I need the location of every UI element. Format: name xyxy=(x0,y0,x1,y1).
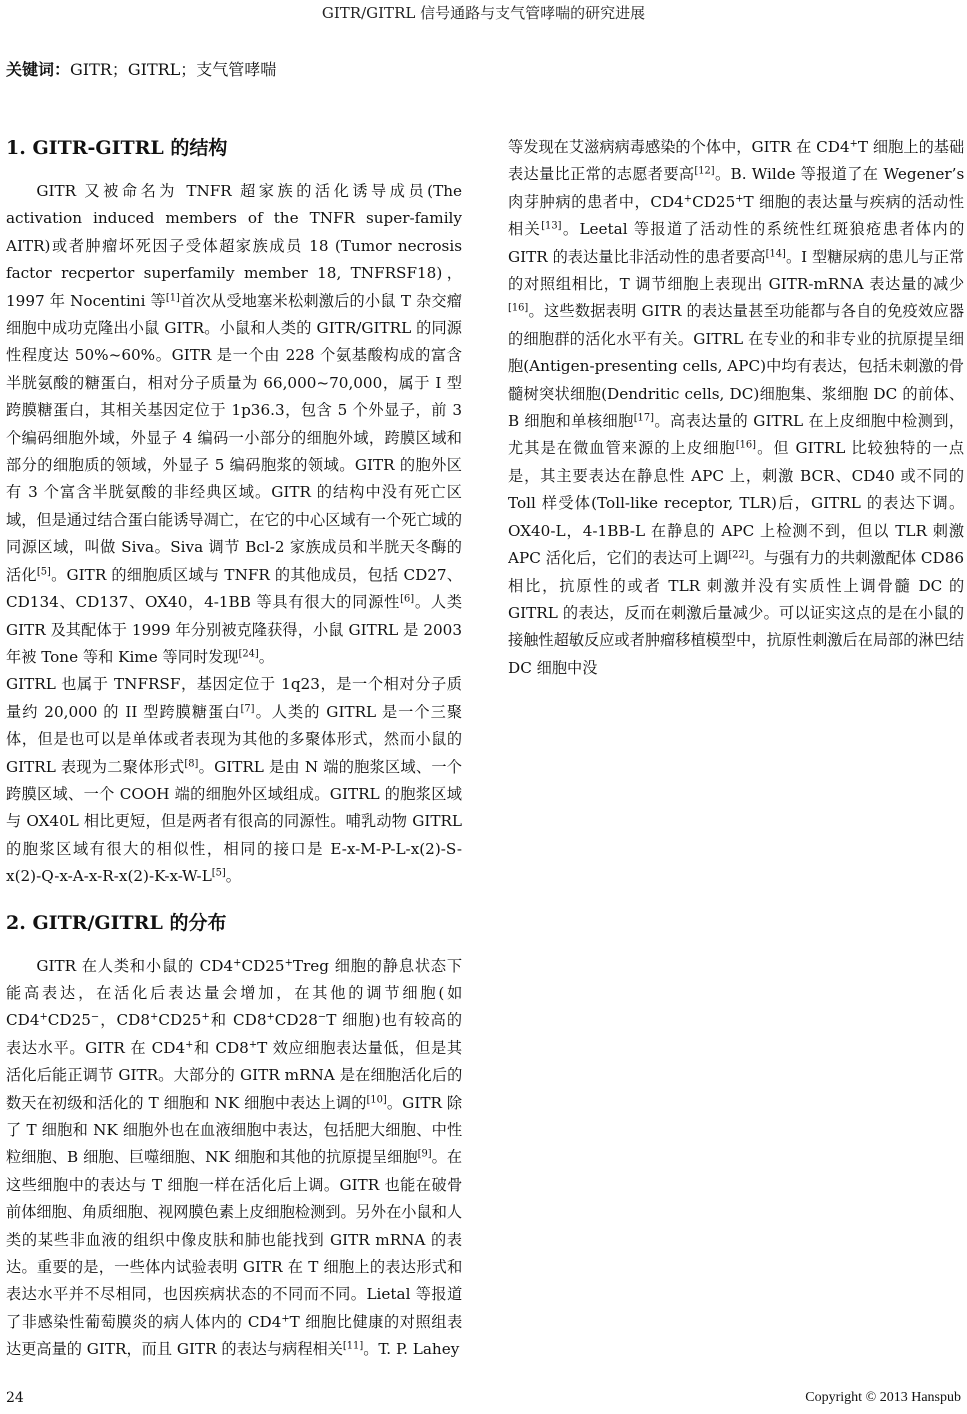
citation-superscript: [5] xyxy=(211,867,226,879)
citation-superscript: [10] xyxy=(366,1094,387,1106)
section-2-heading: 2. GITR/GITRL 的分布 xyxy=(6,911,227,934)
page-number: 24 xyxy=(6,1390,24,1406)
running-header: GITR/GITRL 信号通路与支气管哮喘的研究进展 xyxy=(321,4,646,22)
copyright-notice: Copyright © 2013 Hanspub xyxy=(805,1390,961,1405)
citation-superscript: + xyxy=(284,957,293,969)
citation-superscript: [11] xyxy=(342,1340,364,1352)
citation-superscript: + xyxy=(683,193,693,205)
citation-superscript: + xyxy=(248,1039,258,1051)
citation-superscript: [5] xyxy=(36,566,51,578)
citation-superscript: + xyxy=(266,1011,275,1023)
right-column xyxy=(508,134,964,1374)
citation-superscript: [9] xyxy=(417,1148,432,1160)
citation-superscript: + xyxy=(849,138,858,150)
section-1-paragraph-2: GITRL 也属于 TNFRSF，基因定位于 1q23，是一个相对分子质量约 20,000 的 II 型跨膜糖蛋白[7]。人类的 GITRL 是一个三聚体，但是也可以是单体或者表现为其他的多聚体形式，然而小鼠的 GITRL 表现为二聚体形式[8]。GITRL 是由 N 端的胞浆区域、一个跨膜区域、一个 COOH 端的细胞外区域组成。GITRL 的胞浆区域与 OX40L 相比更短，但是两者有很高的同源性。哺乳动物 GITRL 的胞浆区域有很大的相似性，相同的接口是 E-x-M-P-L-x(2)-S-x(2)-Q-x-A-x-R-x(2)-K-x-W-L[5]。 xyxy=(6,675,462,886)
citation-superscript: [17] xyxy=(633,412,654,424)
keywords-text: GITR；GITRL；支气管哮喘 xyxy=(70,60,277,79)
citation-superscript: [6] xyxy=(400,593,415,605)
citation-superscript: + xyxy=(185,1039,194,1051)
left-column xyxy=(6,134,462,1364)
citation-superscript: [16] xyxy=(508,303,529,315)
citation-superscript: [22] xyxy=(728,549,749,561)
citation-superscript: [12] xyxy=(694,165,715,177)
citation-superscript: [8] xyxy=(184,758,199,770)
citation-superscript: [1] xyxy=(165,292,180,304)
section-2-paragraph-1: GITR 在人类和小鼠的 CD4+CD25+Treg 细胞的静息状态下能高表达，在活化后表达量会增加，在其他的调节细胞(如CD4+CD25−，CD8+CD25+和 CD8+CD28−T 细胞)也有较高的表达水平。GITR 在 CD4+和 CD8+T 效应细胞表达量低，但是其活化后能正调节 GITR。大部分的 GITR mRNA 是在细胞活化后的数天在初级和活化的 T 细胞和 NK 细胞中表达上调的[10]。GITR 除了 T 细胞和 NK 细胞外也在血液细胞中表达，包括肥大细胞、中性粒细胞、B 细胞、巨噬细胞、NK 细胞和其他的抗原提呈细胞[9]。在这些细胞中的表达与 T 细胞一样在活化后上调。GITR 也能在破骨前体细胞、角质细胞、视网膜色素上皮细胞检测到。另外在小鼠和人类的某些非血液的组织中像皮肤和肺也能找到 GITR mRNA 的表达。重要的是，一些体内试验表明 GITR 在 T 细胞上的表达形式和表达水平并不尽相同，也因疾病状态的不同而不同。Lietal 等报道了非感染性葡萄膜炎的病人体内的 CD4+T 细胞比健康的对照组表达更高量的 GITR，而且 GITR 的表达与病程相关[11]。T. P. Lahey xyxy=(6,956,462,1359)
citation-superscript: [13] xyxy=(541,220,562,232)
citation-superscript: + xyxy=(281,1313,290,1325)
citation-superscript: + xyxy=(201,1011,210,1023)
citation-superscript: + xyxy=(150,1011,159,1023)
citation-superscript: + xyxy=(39,1011,48,1023)
citation-superscript: − xyxy=(90,1011,100,1023)
citation-superscript: + xyxy=(233,957,242,969)
citation-superscript: [24] xyxy=(238,648,259,660)
citation-superscript: [16] xyxy=(735,440,756,452)
citation-superscript: [7] xyxy=(240,703,255,715)
section-2-paragraph-1-continued: 等发现在艾滋病病毒感染的个体中，GITR 在 CD4+T 细胞上的基础表达量比正常的志愿者要高[12]。B. Wilde 等报道了在 Wegener’s 肉芽肿病的患者中，CD4+CD25+T 细胞的表达量与疾病的活动性相关[13]。Leetal 等报道了活动性的系统性红斑狼疮患者体内的 GITR 的表达量比非活动性的患者要高[14]。I 型糖尿病的患儿与正常的对照组相比，T 调节细胞上表现出 GITR-mRNA 表达量的减少[16]。这些数据表明 GITR 的表达量甚至功能都与各自的免疫效应器的细胞群的活化水平有关。GITRL 在专业的和非专业的抗原提呈细胞(Antigen-presenting cells, APC)中均有表达，包括未刺激的骨髓树突状细胞(Dendritic cells, DC)细胞集、浆细胞 DC 的前体、B 细胞和单核细胞[17]。高表达量的 GITRL 在上皮细胞中检测到，尤其是在微血管来源的上皮细胞[16]。但 GITRL 比较独特的一点是，其主要表达在静息性 APC 上，刺激 BCR、CD40 或不同的 Toll 样受体(Toll-like receptor, TLR)后，GITRL 的表达下调。OX40-L，4-1BB-L 在静息的 APC 上检测不到，但以 TLR 刺激 APC 活化后，它们的表达可上调[22]。与强有力的共刺激配体 CD86 相比，抗原性的或者 TLR 刺激并没有实质性上调骨髓 DC 的 GITRL 的表达，反而在刺激后量减少。可以证实这点的是在小鼠的接触性超敏反应或者肿瘤移植模型中，抗原性刺激后在局部的淋巴结 DC 细胞中没 xyxy=(508,138,964,677)
citation-superscript: − xyxy=(317,1011,327,1023)
keywords-line xyxy=(6,58,276,82)
section-1-paragraph-1: GITR 又被命名为 TNFR 超家族的活化诱导成员(The activation induced members of the TNFR super-family AITR)或者肿瘤坏死因子受体超家族成员 18 (Tumor necrosis factor recpertor superfamily member 18, TNFRSF18)，1997 年 Nocentini 等[1]首次从受地塞米松刺激后的小鼠 T 杂交瘤细胞中成功克隆出小鼠 GITR。小鼠和人类的 GITR/GITRL 的同源性程度达 50%~60%。GITR 是一个由 228 个氨基酸构成的富含半胱氨酸的糖蛋白，相对分子质量为 66,000~70,000，属于 I 型跨膜糖蛋白，其相关基因定位于 1p36.3，包含 5 个外显子，前 3 个编码细胞外域，外显子 4 编码一小部分的细胞外域，跨膜区域和部分的细胞质的领域，外显子 5 编码胞浆的领域。GITR 的胞外区有 3 个富含半胱氨酸的非经典区域。GITR 的结构中没有死亡区域，但是通过结合蛋白能诱导凋亡，在它的中心区域有一个死亡域的同源区域，叫做 Siva。Siva 调节 Bcl-2 家族成员和半胱天冬酶的活化[5]。GITR 的细胞质区域与 TNFR 的其他成员，包括 CD27、CD134、CD137、OX40，4-1BB 等具有很大的同源性[6]。人类 GITR 及其配体于 1999 年分别被克隆获得，小鼠 GITRL 是 2003 年被 Tone 等和 Kime 等同时发现[24]。 xyxy=(6,182,462,666)
section-1-heading: 1. GITR-GITRL 的结构 xyxy=(6,137,228,159)
citation-superscript: + xyxy=(735,193,744,205)
citation-superscript: [14] xyxy=(765,248,786,260)
keywords-label: 关键词： xyxy=(6,60,71,79)
